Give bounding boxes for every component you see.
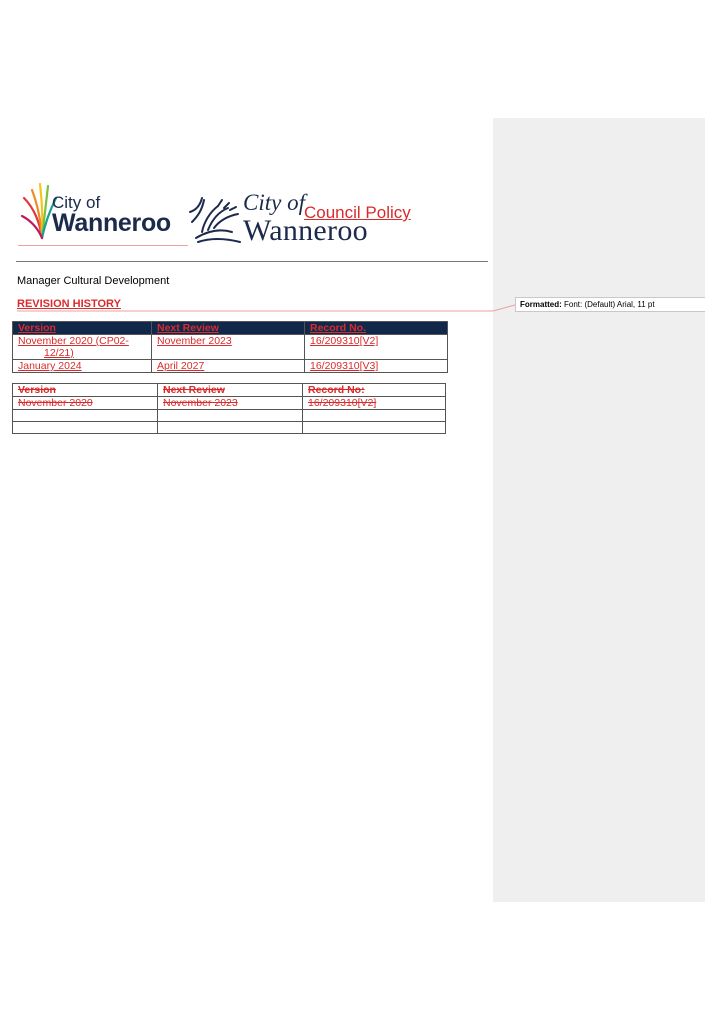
col-version-header: Version (13, 322, 152, 335)
cell-record-no: 16/209310[V2] (303, 397, 446, 410)
table-row (13, 397, 446, 410)
table-row-empty (13, 422, 446, 434)
logo-underline (18, 245, 188, 246)
cell-next-review: November 2023 (158, 397, 303, 410)
table-header-row (13, 384, 446, 397)
version-line2: 12/21) (44, 347, 74, 359)
table-row (13, 360, 448, 373)
table-header-row (13, 322, 448, 335)
logo-city-of-text: City of (52, 193, 101, 212)
comment-label: Formatted: (520, 300, 562, 309)
document-title: Council Policy (304, 203, 411, 222)
col-next-review-header: Next Review (158, 384, 303, 397)
kangaroo-paw-emblem-icon (188, 192, 248, 244)
logo2-wanneroo-text: Wanneroo (243, 214, 368, 247)
logo2-city-of-text: City of (243, 190, 305, 215)
col-version-header: Version (13, 384, 158, 397)
cell-version: November 2020 (13, 397, 158, 410)
version-line1: November 2020 (CP02- (18, 335, 129, 347)
empty-cell (13, 410, 158, 422)
cell-version: January 2024 (13, 360, 152, 373)
cell-next-review: April 2027 (152, 360, 305, 373)
col-record-no-header: Record No: (303, 384, 446, 397)
table-row (13, 335, 448, 360)
cell-record-no: 16/209310[V3] (305, 360, 448, 373)
empty-cell (13, 422, 158, 434)
comment-text: Font: (Default) Arial, 11 pt (564, 300, 655, 309)
comment-pane (493, 118, 705, 902)
cell-version (13, 335, 152, 360)
cell-record-no: 16/209310[V2] (305, 335, 448, 360)
empty-cell (303, 422, 446, 434)
revision-table-inserted (12, 321, 448, 373)
empty-cell (303, 410, 446, 422)
policy-owner: Manager Cultural Development (17, 275, 170, 287)
revision-table-deleted (12, 383, 446, 434)
header-divider (16, 261, 488, 262)
logo-wanneroo-text: Wanneroo (52, 209, 171, 237)
table-row-empty (13, 410, 446, 422)
empty-cell (158, 410, 303, 422)
empty-cell (158, 422, 303, 434)
formatting-comment-balloon[interactable] (515, 297, 705, 312)
col-record-no-header: Record No. (305, 322, 448, 335)
revision-history-heading: REVISION HISTORY (17, 298, 121, 310)
col-next-review-header: Next Review (152, 322, 305, 335)
cell-next-review: November 2023 (152, 335, 305, 360)
